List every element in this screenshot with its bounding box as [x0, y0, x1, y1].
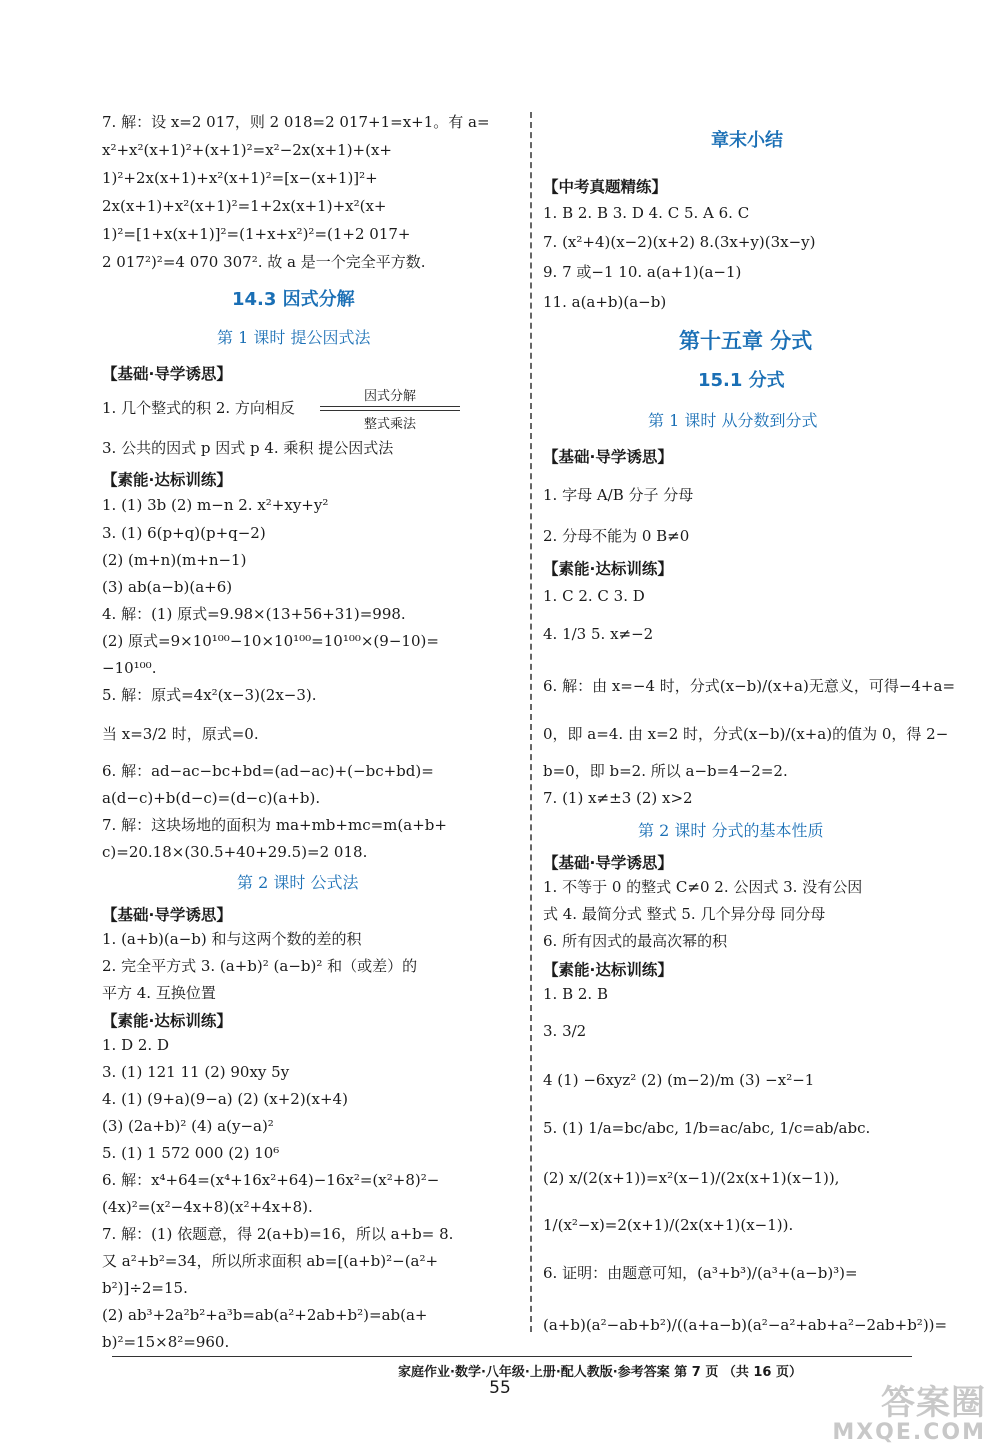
right-answer-line: 1/(x²−x)=2(x+1)/(2x(x+1)(x−1)).	[543, 1216, 794, 1234]
left-answer-line: c)=20.18×(30.5+40+29.5)=2 018.	[102, 843, 368, 861]
left-answer-line: (4x)²=(x²−4x+8)(x²+4x+8).	[102, 1198, 313, 1216]
footer-rule	[112, 1356, 912, 1357]
right-answer-line: 式 4. 最简分式 整式 5. 几个异分母 同分母	[543, 905, 826, 923]
left-answer-line: 6. 解：ad−ac−bc+bd=(ad−ac)+(−bc+bd)=	[102, 762, 434, 780]
right-section-label: 【中考真题精练】	[543, 178, 668, 196]
left-answer-line: 当 x=3/2 时，原式=0.	[102, 725, 259, 743]
right-section-label: 【素能·达标训练】	[543, 560, 673, 578]
page-footer: 家庭作业·数学·八年级·上册·配人教版·参考答案 第 7 页 （共 16 页）	[398, 1365, 802, 1380]
left-answer-line: a(d−c)+b(d−c)=(d−c)(a+b).	[102, 789, 321, 807]
left-answer-line: 1. D 2. D	[102, 1036, 169, 1054]
left-answer-line: 6. 解：x⁴+64=(x⁴+16x²+64)−16x²=(x²+8)²−	[102, 1171, 440, 1189]
right-answer-line: 0，即 a=4. 由 x=2 时，分式(x−b)/(x+a)的值为 0，得 2−	[543, 725, 949, 743]
right-answer-line: 7. (x²+4)(x−2)(x+2) 8.(3x+y)(3x−y)	[543, 233, 816, 251]
left-heading: 第 2 课时 公式法	[237, 873, 359, 892]
left-answer-line: x²+x²(x+1)²+(x+1)²=x²−2x(x+1)+(x+	[102, 141, 392, 159]
left-answer-line: 4. (1) (9+a)(9−a) (2) (x+2)(x+4)	[102, 1090, 348, 1108]
right-section-label: 【素能·达标训练】	[543, 961, 673, 979]
right-answer-line: 5. (1) 1/a=bc/abc, 1/b=ac/abc, 1/c=ab/abc.	[543, 1119, 871, 1137]
left-section-label: 【基础·导学诱思】	[102, 365, 232, 383]
left-answer-line: (3) (2a+b)² (4) a(y−a)²	[102, 1117, 274, 1135]
left-answer-line: 4. 解：(1) 原式=9.98×(13+56+31)=998.	[102, 605, 406, 623]
right-heading: 15.1 分式	[698, 370, 785, 391]
right-answer-line: 9. 7 或−1 10. a(a+1)(a−1)	[543, 263, 742, 281]
left-answer-line: (3) ab(a−b)(a+6)	[102, 578, 233, 596]
factorization-arrow	[320, 385, 460, 432]
right-section-label: 【基础·导学诱思】	[543, 854, 673, 872]
right-answer-line: 7. (1) x≠±3 (2) x>2	[543, 789, 693, 807]
left-answer-line: 平方 4. 互换位置	[102, 984, 216, 1002]
right-answer-line: 6. 所有因式的最高次幂的积	[543, 932, 728, 950]
left-heading: 第 1 课时 提公因式法	[217, 328, 371, 347]
left-answer-line: 1)²=[1+x(x+1)]²=(1+x+x²)²=(1+2 017+	[102, 225, 411, 243]
left-answer-line: 5. (1) 1 572 000 (2) 10⁶	[102, 1144, 280, 1162]
right-section-label: 【基础·导学诱思】	[543, 448, 673, 466]
left-answer-line: 7. 解：(1) 依题意，得 2(a+b)=16，所以 a+b= 8.	[102, 1225, 454, 1243]
right-answer-line: 1. 不等于 0 的整式 C≠0 2. 公因式 3. 没有公因	[543, 878, 863, 896]
right-answer-line: (2) x/(2(x+1))=x²(x−1)/(2x(x+1)(x−1)),	[543, 1169, 840, 1187]
left-answer-line: 3. (1) 121 11 (2) 90xy 5y	[102, 1063, 290, 1081]
left-answer-line: 1. (a+b)(a−b) 和与这两个数的差的积	[102, 930, 362, 948]
right-answer-line: 11. a(a+b)(a−b)	[543, 293, 667, 311]
right-answer-line: 6. 证明：由题意可知，(a³+b³)/(a³+(a−b)³)=	[543, 1264, 858, 1282]
left-answer-line: 2. 完全平方式 3. (a+b)² (a−b)² 和（或差）的	[102, 957, 418, 975]
left-answer-line: −10¹⁰⁰.	[102, 659, 157, 677]
left-section-label: 【素能·达标训练】	[102, 471, 232, 489]
left-section-label: 【基础·导学诱思】	[102, 906, 232, 924]
right-heading: 章末小结	[711, 130, 783, 151]
left-answer-line: 1. 几个整式的积 2. 方向相反	[102, 399, 295, 417]
right-answer-line: 1. C 2. C 3. D	[543, 587, 645, 605]
right-answer-line: 6. 解：由 x=−4 时，分式(x−b)/(x+a)无意义，可得−4+a=	[543, 677, 956, 695]
right-answer-line: 3. 3/2	[543, 1022, 587, 1040]
right-heading: 第十五章 分式	[679, 329, 813, 353]
right-answer-line: (a+b)(a²−ab+b²)/((a+a−b)(a²−a²+ab+a²−2ab+b²))=	[543, 1316, 948, 1334]
page-number: 55	[489, 1378, 511, 1398]
right-answer-line: 4. 1/3 5. x≠−2	[543, 625, 654, 643]
left-answer-line: 2x(x+1)+x²(x+1)²=1+2x(x+1)+x²(x+	[102, 197, 387, 215]
left-answer-line: b²)]÷2=15.	[102, 1279, 188, 1297]
right-answer-line: b=0，即 b=2. 所以 a−b=4−2=2.	[543, 762, 788, 780]
left-answer-line: b)²=15×8²=960.	[102, 1333, 230, 1351]
right-answer-line: 1. B 2. B	[543, 985, 608, 1003]
left-answer-line: 2 017²)²=4 070 307². 故 a 是一个完全平方数.	[102, 253, 426, 271]
left-answer-line: 1)²+2x(x+1)+x²(x+1)²=[x−(x+1)]²+	[102, 169, 378, 187]
left-answer-line: 5. 解：原式=4x²(x−3)(2x−3).	[102, 686, 317, 704]
watermark-logo: 答案圈	[881, 1383, 986, 1423]
left-answer-line: (2) 原式=9×10¹⁰⁰−10×10¹⁰⁰=10¹⁰⁰×(9−10)=	[102, 632, 439, 650]
arrow-top-label: 因式分解	[363, 389, 416, 404]
left-answer-line: 7. 解：设 x=2 017，则 2 018=2 017+1=x+1。有 a=	[102, 113, 490, 131]
left-answer-line: 又 a²+b²=34，所以所求面积 ab=[(a+b)²−(a²+	[102, 1252, 439, 1270]
right-heading: 第 1 课时 从分数到分式	[648, 411, 818, 430]
left-answer-line: 1. (1) 3b (2) m−n 2. x²+xy+y²	[102, 496, 329, 514]
left-answer-line: (2) (m+n)(m+n−1)	[102, 551, 247, 569]
left-answer-line: 7. 解：这块场地的面积为 ma+mb+mc=m(a+b+	[102, 816, 447, 834]
right-answer-line: 2. 分母不能为 0 B≠0	[543, 527, 690, 545]
right-answer-line: 1. B 2. B 3. D 4. C 5. A 6. C	[543, 204, 750, 222]
left-section-label: 【素能·达标训练】	[102, 1012, 232, 1030]
double-arrow-icon	[320, 406, 460, 411]
right-answer-line: 1. 字母 A/B 分子 分母	[543, 486, 694, 504]
left-answer-line: 3. 公共的因式 p 因式 p 4. 乘积 提公因式法	[102, 439, 394, 457]
watermark-url: MXQE.COM	[832, 1420, 986, 1445]
right-answer-line: 4 (1) −6xyz² (2) (m−2)/m (3) −x²−1	[543, 1071, 815, 1089]
arrow-bottom-label: 整式乘法	[363, 417, 416, 432]
left-heading: 14.3 因式分解	[232, 289, 355, 310]
left-answer-line: 3. (1) 6(p+q)(p+q−2)	[102, 524, 266, 542]
left-answer-line: (2) ab³+2a²b²+a³b=ab(a²+2ab+b²)=ab(a+	[102, 1306, 428, 1324]
right-heading: 第 2 课时 分式的基本性质	[638, 821, 824, 840]
column-divider	[530, 112, 532, 1332]
